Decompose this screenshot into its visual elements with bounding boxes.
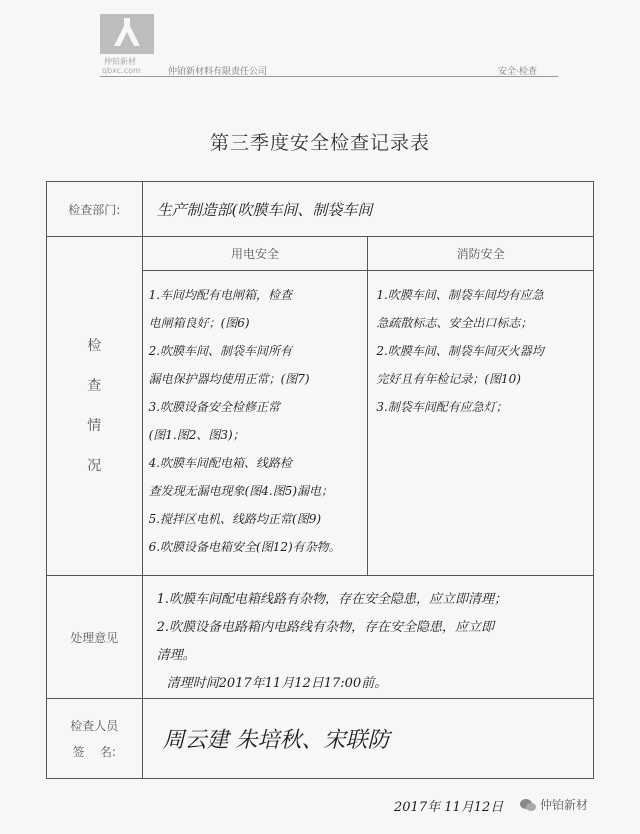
company-name: 仲铂新材料有限责任公司 xyxy=(168,67,268,77)
page-title: 第三季度安全检查记录表 xyxy=(209,132,430,154)
header-divider xyxy=(100,76,558,77)
inspector-label: 检查人员 xyxy=(70,718,119,733)
company-logo xyxy=(100,14,154,62)
inspector-label-cell xyxy=(47,699,143,779)
dept-value-cell xyxy=(142,182,593,237)
sign-label: 签 名: xyxy=(72,744,116,759)
inspection-form xyxy=(46,181,594,779)
logo-url: qbxc.com xyxy=(102,66,141,75)
situation-label: 检 查 情 况 xyxy=(47,237,143,576)
handling-notes: 1.吹膜车间配电箱线路有杂物，存在安全隐患，应立即清理； 2.吹膜设备电路箱内电路线有杂物，存在安全隐患，应立即 清理。 清理时间2017年11月12日17:00前。 xyxy=(142,576,593,699)
logo-text: 仲铂新材 xyxy=(104,57,136,66)
dept-label: 检查部门: xyxy=(47,182,143,237)
electric-safety-header: 用电安全 xyxy=(142,237,368,271)
electric-safety-notes: 1.车间均配有电闸箱，检查 电闸箱良好；(图6) 2.吹膜车间、制袋车间所有 漏电保护器均使用正常；(图7) 3.吹膜设备安全检修正常 (图1.图2、图3)； 4.吹膜车间配电箱、线路检 查发现无漏电现象(图4.图5)漏电； 5.搅拌区电机、线路均正常(图9) 6.吹膜设备电箱安全(图12)有杂物。 xyxy=(142,271,368,576)
fire-safety-header: 消防安全 xyxy=(368,237,594,271)
handling-label: 处理意见 xyxy=(47,576,143,699)
wechat-icon xyxy=(520,798,536,812)
header-section: 安全·检查 xyxy=(498,67,537,77)
dept-value: 生产制造部(吹膜车间、制袋车间 xyxy=(156,200,373,219)
signatures: 周云建 朱培秋、宋联防 xyxy=(162,728,390,753)
signature-cell xyxy=(142,699,593,779)
fire-safety-notes: 1.吹膜车间、制袋车间均有应急 急疏散标志、安全出口标志； 2.吹膜车间、制袋车间灭火器均 完好且有年检记录；(图10) 3.制袋车间配有应急灯； xyxy=(368,271,594,576)
watermark-text: 仲铂新材 xyxy=(540,798,589,812)
watermark xyxy=(520,796,588,813)
sign-date: 2017年 11月12日 xyxy=(394,800,504,815)
